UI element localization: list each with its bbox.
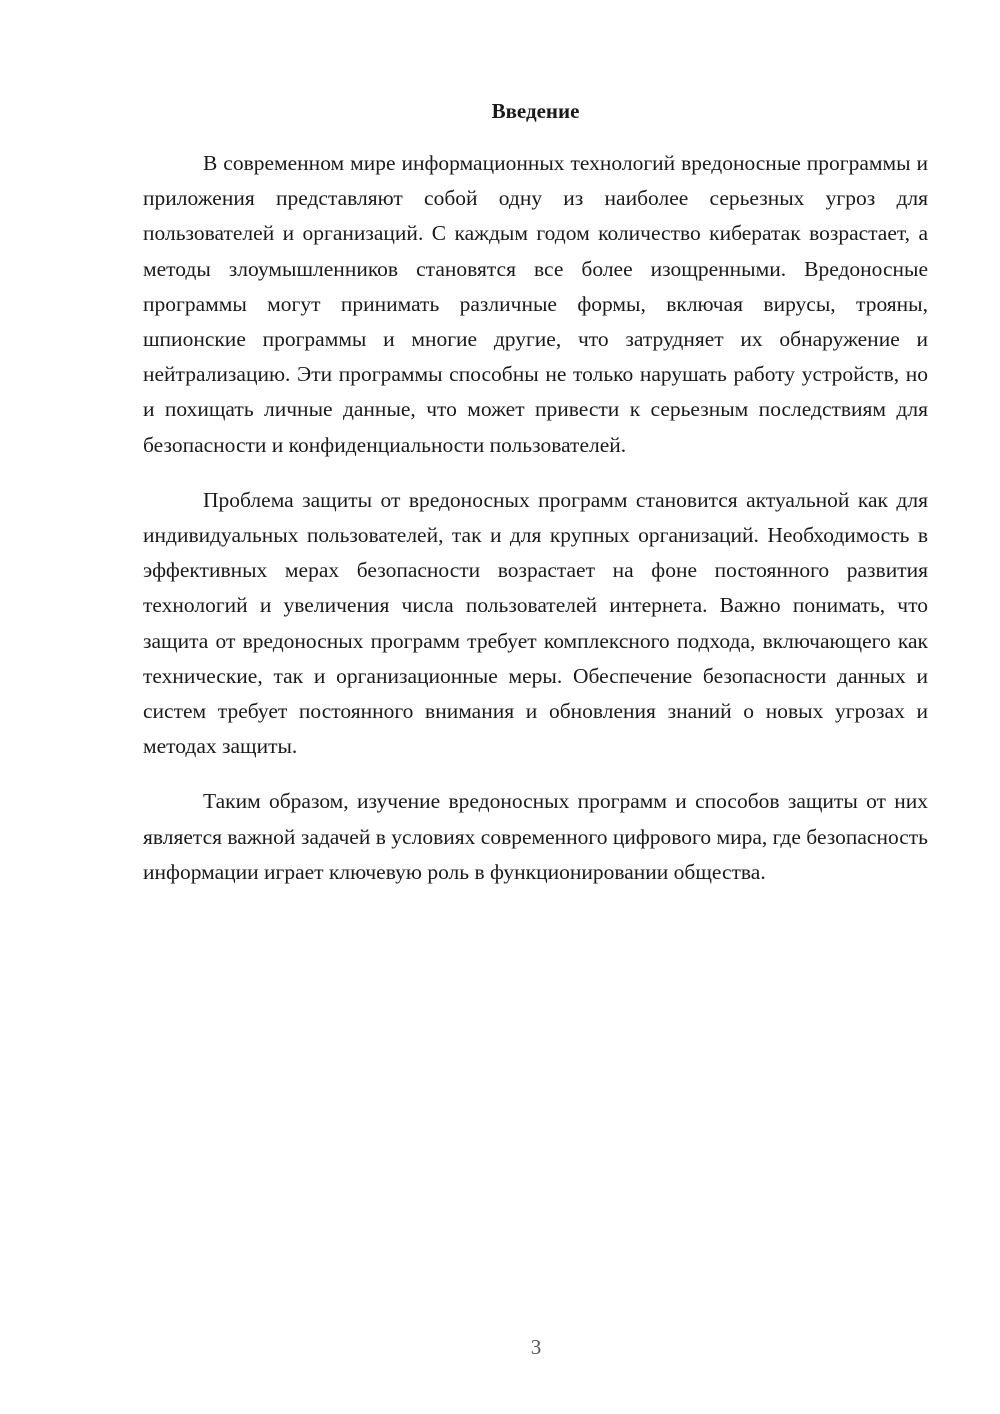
paragraph-2: Проблема защиты от вредоносных программ становится актуальной как для индивидуальных пользователей, так и для крупных организаций. Необходимость в эффективных мерах безопасности возрастает на фоне постоянного развития технологий и увеличения числа пользователей интернета. Важно понимать, что защита от вредоносных программ требует комплексного подхода, включающего как технические, так и организационные меры. Обеспечение безопасности данных и систем требует постоянного внимания и обновления знаний о новых угрозах и методах защиты. (143, 487, 928, 759)
section-heading: Введение (491, 99, 580, 123)
page-number: 3 (530, 1335, 542, 1359)
page-content (143, 96, 928, 890)
paragraph-1: В современном мире информационных технологий вредоносные программы и приложения представляют собой одну из наиболее серьезных угроз для пользователей и организаций. С каждым годом количество кибератак возрастает, а методы злоумышленников становятся все более изощренными. Вредоносные программы могут принимать различные формы, включая вирусы, трояны, шпионские программы и многие другие, что затрудняет их обнаружение и нейтрализацию. Эти программы способны не только нарушать работу устройств, но и похищать личные данные, что может привести к серьезным последствиям для безопасности и конфиденциальности пользователей. (143, 151, 928, 457)
paragraph-3: Таким образом, изучение вредоносных программ и способов защиты от них является важной задачей в условиях современного цифрового мира, где безопасность информации играет ключевую роль в функционировании общества. (143, 789, 928, 884)
